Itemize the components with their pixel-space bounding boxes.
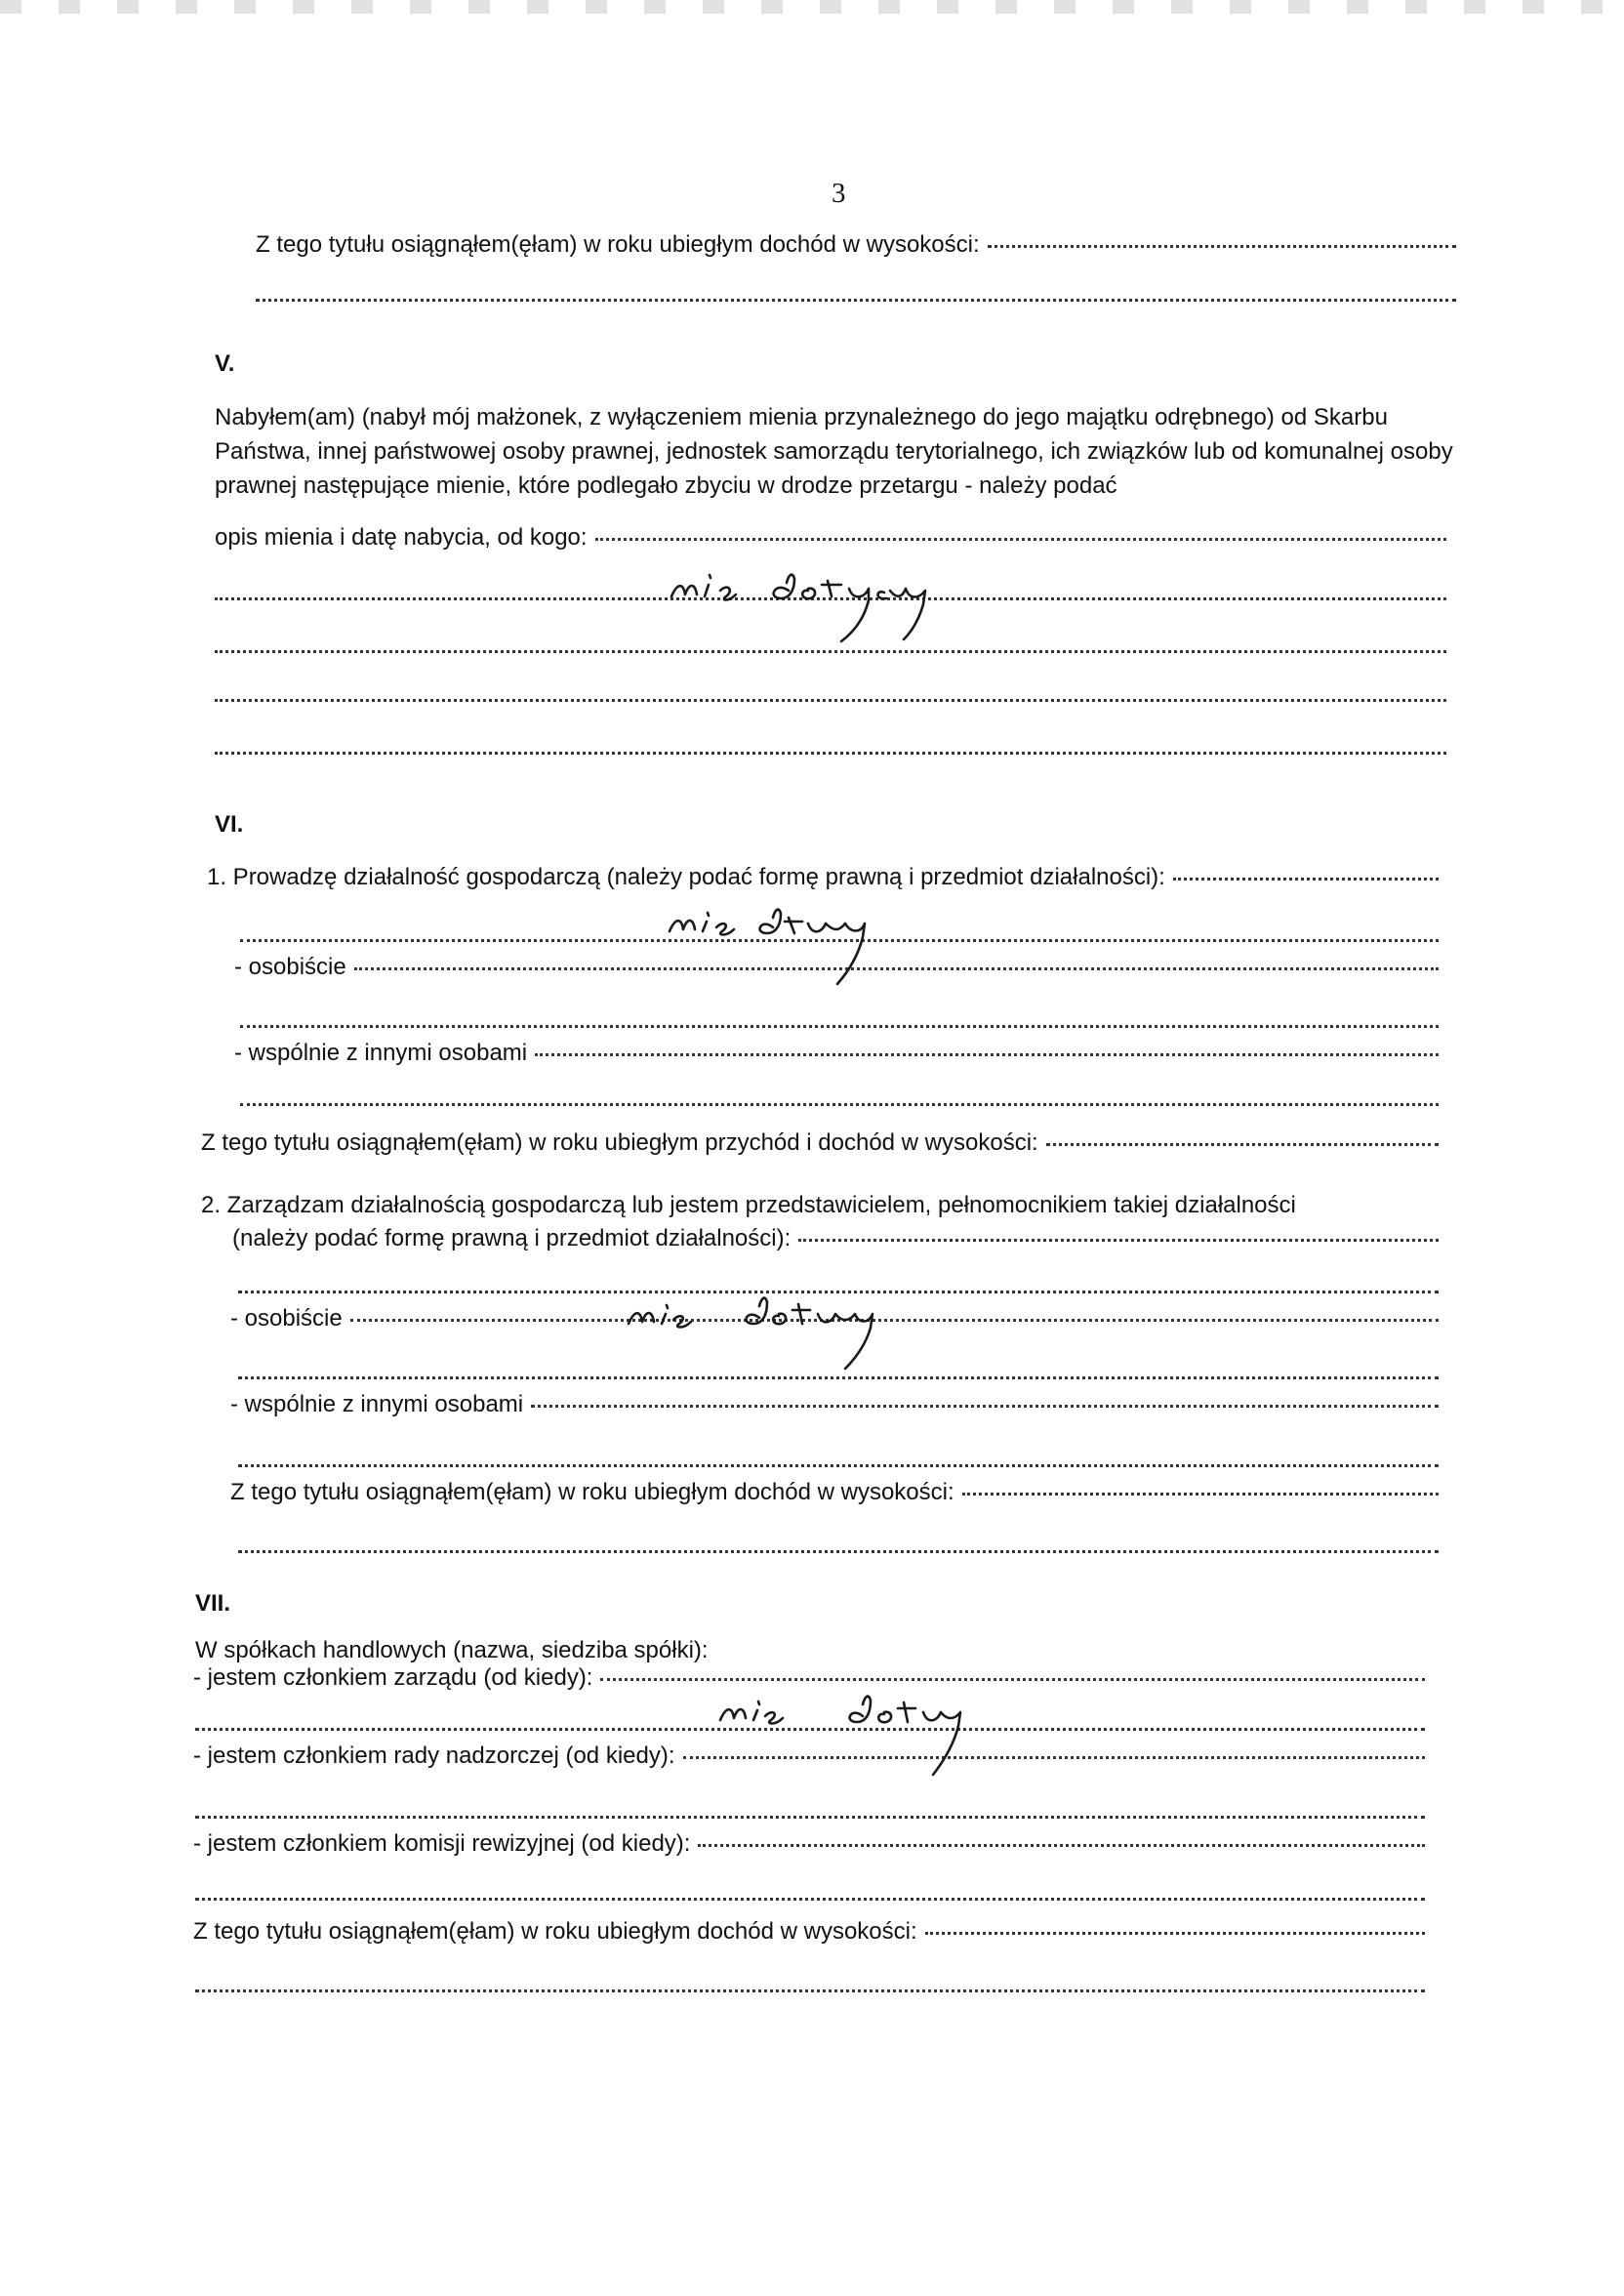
section-vii-intro-label: W spółkach handlowych (nazwa, siedziba spółki): <box>195 1637 709 1663</box>
dotted-line <box>215 752 1446 755</box>
section-vi-item1-label: 1. Prowadzę działalność gospodarczą (należy podać formę prawną i przedmiot działalności): <box>207 864 1165 890</box>
section-vii-audit-label: - jestem członkiem komisji rewizyjnej (od kiedy): <box>193 1830 691 1857</box>
dotted-fill <box>1173 878 1439 881</box>
dotted-fill <box>962 1493 1439 1496</box>
section-vi-item1-income-label: Z tego tytułu osiągnąłem(ęłam) w roku ubiegłym przychód i dochód w wysokości: <box>201 1129 1038 1156</box>
section-v-last-line <box>215 523 1446 553</box>
scan-artifact <box>0 0 1624 14</box>
section-vi-item2-label-line2: (należy podać formę prawną i przedmiot działalności): <box>232 1225 792 1251</box>
section-v-heading: V. <box>215 350 235 377</box>
page-number: 3 <box>832 178 846 209</box>
section-vii-board-label: - jestem członkiem zarządu (od kiedy): <box>193 1664 593 1691</box>
dotted-fill <box>535 1053 1439 1056</box>
section-vi-item2-joint-label: - wspólnie z innymi osobami <box>230 1391 524 1417</box>
dotted-line <box>238 1550 1439 1553</box>
dotted-line <box>238 1376 1439 1379</box>
section-iv-income-line <box>256 230 1456 260</box>
dotted-line <box>240 1025 1439 1028</box>
dotted-fill <box>925 1932 1425 1935</box>
dotted-line <box>195 1816 1425 1819</box>
section-vii-income-label: Z tego tytułu osiągnąłem(ęłam) w roku ubiegłym dochód w wysokości: <box>193 1918 917 1945</box>
dotted-line <box>195 1989 1425 1992</box>
section-vi-item1-income-line <box>201 1128 1439 1158</box>
section-vi-item1-personal-label: - osobiście <box>234 954 346 980</box>
dotted-fill <box>531 1405 1439 1408</box>
dotted-line <box>240 1103 1439 1106</box>
section-vi-item2-joint-line <box>230 1390 1439 1419</box>
section-vii-heading: VII. <box>195 1590 231 1617</box>
dotted-fill <box>988 245 1456 248</box>
section-vi-item1-joint-line <box>234 1039 1439 1068</box>
section-vi-item2-label-line1: 2. Zarządzam działalnością gospodarczą lub jestem przedstawicielem, pełnomocnikiem takiej działalności <box>201 1192 1296 1218</box>
section-vi-item2-line2 <box>232 1224 1439 1253</box>
dotted-line <box>215 650 1446 653</box>
dotted-fill <box>698 1844 1425 1847</box>
handwritten-note-signature <box>664 561 1015 649</box>
section-vi-item1-joint-label: - wspólnie z innymi osobami <box>234 1040 528 1066</box>
dotted-fill <box>798 1239 1439 1242</box>
section-v-last-label: opis mienia i datę nabycia, od kogo: <box>215 524 588 551</box>
section-vi-item2-income-label: Z tego tytułu osiągnąłem(ęłam) w roku ubiegłym dochód w wysokości: <box>230 1479 954 1505</box>
section-vi-item2-income-line <box>230 1478 1439 1507</box>
dotted-line <box>238 1464 1439 1467</box>
handwritten-note-signature <box>707 1681 1029 1788</box>
dotted-fill <box>595 538 1446 541</box>
dotted-line <box>256 299 1456 302</box>
section-vii-audit-line <box>193 1829 1425 1859</box>
section-vii-intro-line <box>195 1636 1425 1665</box>
section-vii-supervisory-label: - jestem członkiem rady nadzorczej (od kiedy): <box>193 1742 675 1769</box>
section-v-paragraph: Nabyłem(am) (nabył mój małżonek, z wyłączeniem mienia przynależnego do jego majątku odrębnego) od Skarbu Państwa, innej państwowej osoby prawnej, jednostek samorządu terytorialnego, ich związków lub od komunalnej osoby prawnej następujące mienie, które podlegało zbyciu w drodze przetargu - należy podać <box>215 404 1453 499</box>
section-vi-item2-line1 <box>201 1191 1439 1220</box>
handwritten-note-signature <box>656 888 949 996</box>
section-vi-item2-personal-label: - osobiście <box>230 1305 343 1332</box>
handwritten-note-signature <box>615 1269 937 1376</box>
dotted-line <box>195 1898 1425 1901</box>
section-vi-heading: VI. <box>215 811 244 838</box>
dotted-fill <box>1046 1143 1439 1146</box>
section-vii-income-line <box>193 1917 1425 1947</box>
dotted-line <box>215 699 1446 702</box>
section-iv-income-label: Z tego tytułu osiągnąłem(ęłam) w roku ubiegłym dochód w wysokości: <box>256 231 980 258</box>
